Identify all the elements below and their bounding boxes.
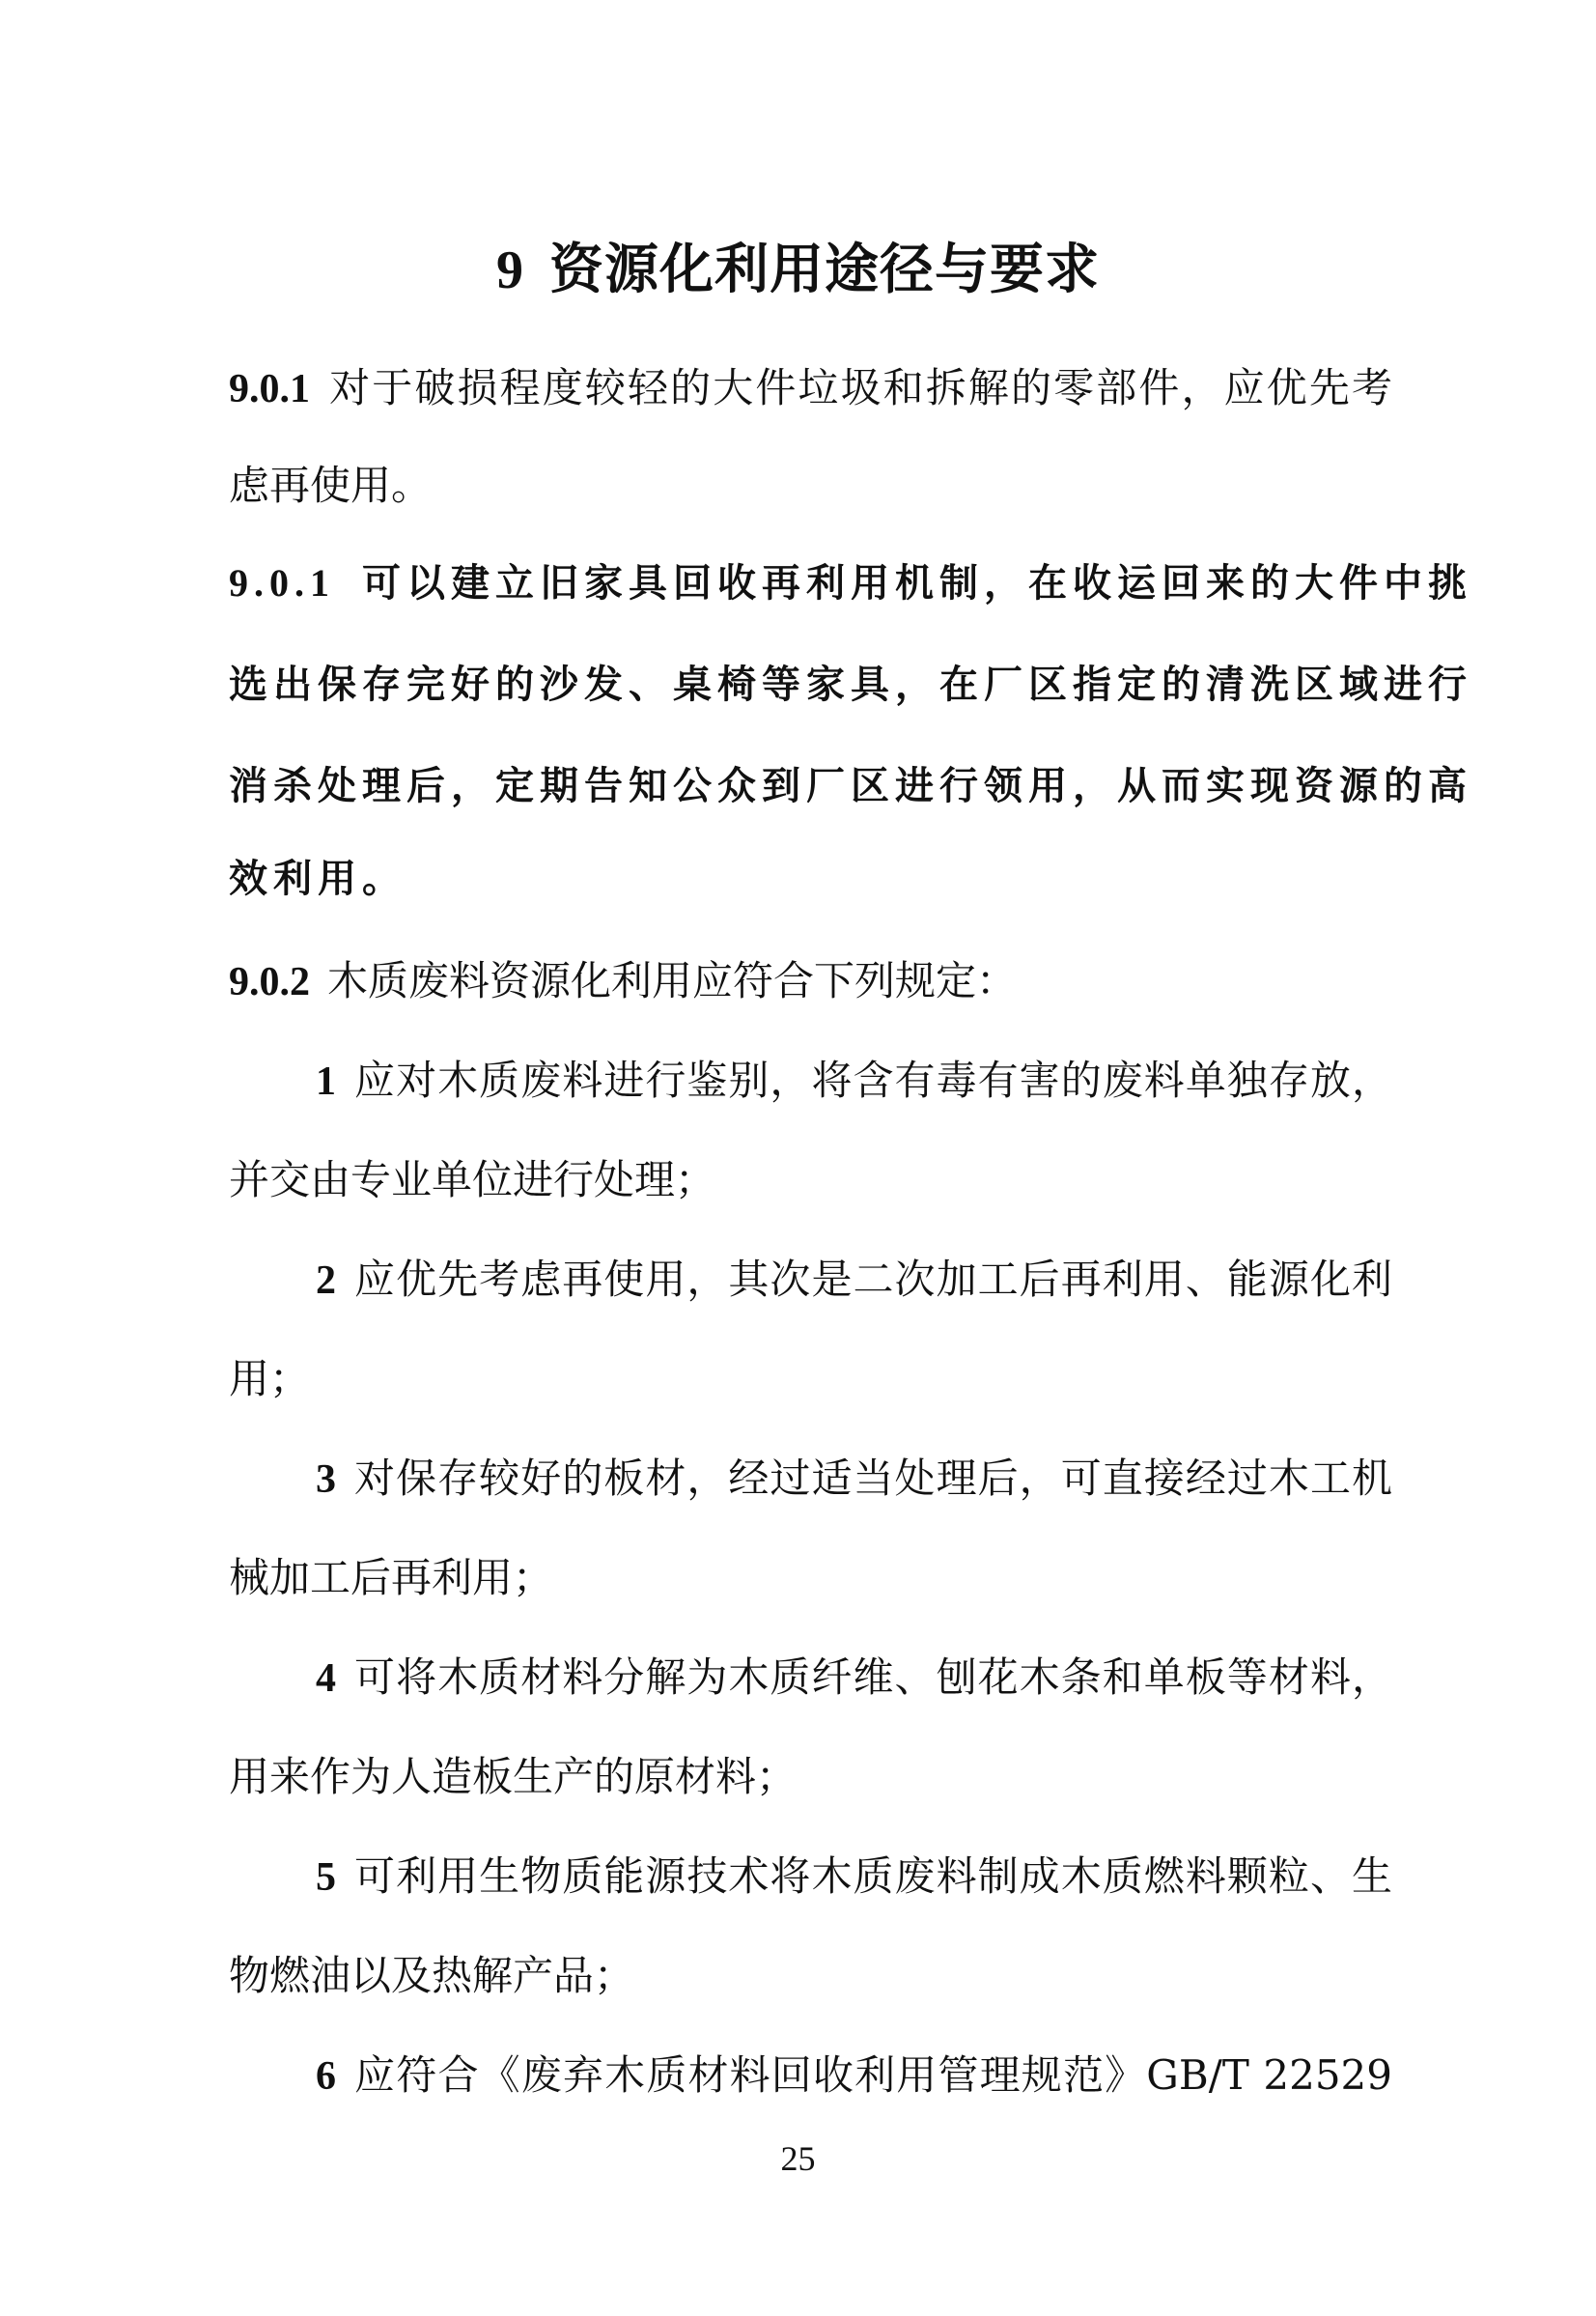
clause-text: 对于破损程度较轻的大件垃圾和拆解的零部件，应优先考 [327,364,1392,411]
item-5-line-2: 物燃油以及热解产品； [229,1952,635,1999]
commentary-text: 可以建立旧家具回收再利用机制，在收运回来的大件中挑 [362,561,1472,606]
item-1-line-2: 并交由专业单位进行处理； [229,1156,716,1203]
chapter-number: 9 [496,240,524,300]
clause-901-line-1 [229,357,1392,420]
item-text: 可将木质材料分解为木质纤维、刨花木条和单板等材料， [353,1653,1392,1701]
item-3-line-2: 械加工后再利用； [229,1554,554,1601]
chapter-heading [0,232,1596,309]
item-number: 1 [316,1059,336,1104]
clause-number: 9.0.2 [229,960,310,1004]
item-4-line-2: 用来作为人造板生产的原材料； [229,1753,798,1800]
clause-text: 木质废料资源化利用应符合下列规定： [327,957,1018,1004]
item-text: 可利用生物质能源技术将木质废料制成木质燃料颗粒、生 [353,1852,1392,1900]
item-6-line-1 [316,2045,1392,2107]
item-number: 2 [316,1258,336,1303]
clause-number: 9.0.1 [229,367,310,411]
item-text: 对保存较好的板材，经过适当处理后，可直接经过木工机 [353,1455,1392,1502]
item-number: 3 [316,1457,336,1502]
commentary-number: 9.0.1 [229,561,335,605]
item-3-line-1 [316,1448,1392,1511]
item-number: 4 [316,1656,336,1701]
commentary-901-line-1 [229,552,1472,614]
item-text: 应符合《废弃木质材料回收利用管理规范》GB/T 22529 [353,2051,1392,2099]
item-5-line-1 [316,1846,1392,1908]
clause-902-intro [229,950,1392,1013]
commentary-901-line-3: 消杀处理后，定期告知公众到厂区进行领用，从而实现资源的高 [229,764,1472,808]
item-number: 6 [316,2054,336,2099]
item-text: 应优先考虑再使用，其次是二次加工后再利用、能源化利 [353,1256,1392,1303]
chapter-title: 资源化利用途径与要求 [549,239,1100,301]
item-2-line-2: 用； [229,1355,311,1402]
item-1-line-1 [316,1050,1392,1113]
page-number: 25 [780,2139,816,2178]
item-4-line-1 [316,1647,1392,1709]
commentary-901-line-2: 选出保存完好的沙发、桌椅等家具，在厂区指定的清洗区域进行 [229,663,1472,707]
item-number: 5 [316,1855,336,1900]
item-text: 应对木质废料进行鉴别，将含有毒有害的废料单独存放， [353,1057,1392,1104]
item-2-line-1 [316,1249,1392,1312]
commentary-901-line-4: 效利用。 [229,857,406,901]
clause-901-line-2: 虑再使用。 [229,462,433,509]
